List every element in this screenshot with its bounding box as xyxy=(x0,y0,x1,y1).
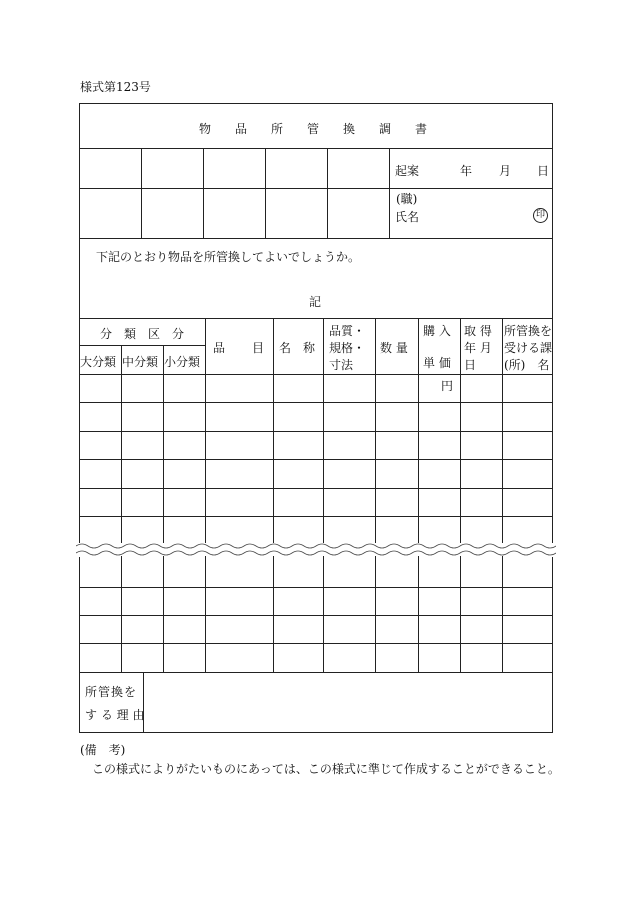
ki-label: 記 xyxy=(309,295,322,309)
header-hinmoku: 品 目 xyxy=(213,341,266,355)
header-hinshitsu-3: 寸法 xyxy=(329,358,354,372)
note-text: この様式によりがたいものにあっては、この様式に準じて作成することができること。 xyxy=(92,762,560,776)
shoku-label: (職) xyxy=(396,192,418,206)
header-ukeru-1: 所管換を xyxy=(504,324,553,338)
form-frame xyxy=(79,103,553,733)
form-number: 様式第123号 xyxy=(80,80,151,94)
header-shutoku-3: 日 xyxy=(464,358,477,372)
header-hinshitsu-1: 品質・ xyxy=(329,324,366,338)
yen-mark: 円 xyxy=(441,379,454,393)
form-title: 物 品 所 管 換 調 書 xyxy=(198,122,433,136)
seal-mark: 印 xyxy=(533,208,548,223)
header-chu: 中分類 xyxy=(122,355,159,369)
header-dai: 大分類 xyxy=(80,355,117,369)
kian-month: 月 xyxy=(499,164,512,178)
table-break xyxy=(76,540,556,560)
header-shutoku-1: 取 得 xyxy=(464,324,492,338)
header-konyu-2: 単 価 xyxy=(423,356,451,370)
header-suryo: 数 量 xyxy=(380,341,408,355)
header-shutoku-2: 年 月 xyxy=(464,341,492,355)
header-ukeru-3: (所) 名 xyxy=(504,358,550,372)
header-ukeru-2: 受ける課 xyxy=(504,341,553,355)
note-label: (備 考) xyxy=(80,743,126,757)
header-meisho: 名 称 xyxy=(279,341,316,355)
header-hinshitsu-2: 規格・ xyxy=(329,341,366,355)
statement-text: 下記のとおり物品を所管換してよいでしょうか。 xyxy=(96,250,361,264)
header-sho: 小分類 xyxy=(164,355,201,369)
header-bunrui: 分 類 区 分 xyxy=(99,327,184,341)
reason-label-1: 所管換を xyxy=(85,685,138,699)
header-konyu-1: 購 入 xyxy=(423,324,451,338)
reason-label-2: す る 理 由 xyxy=(85,708,145,722)
kian-year: 年 xyxy=(460,164,473,178)
kian-label: 起案 xyxy=(395,164,420,178)
shimei-label: 氏名 xyxy=(395,210,420,224)
kian-day: 日 xyxy=(537,164,550,178)
